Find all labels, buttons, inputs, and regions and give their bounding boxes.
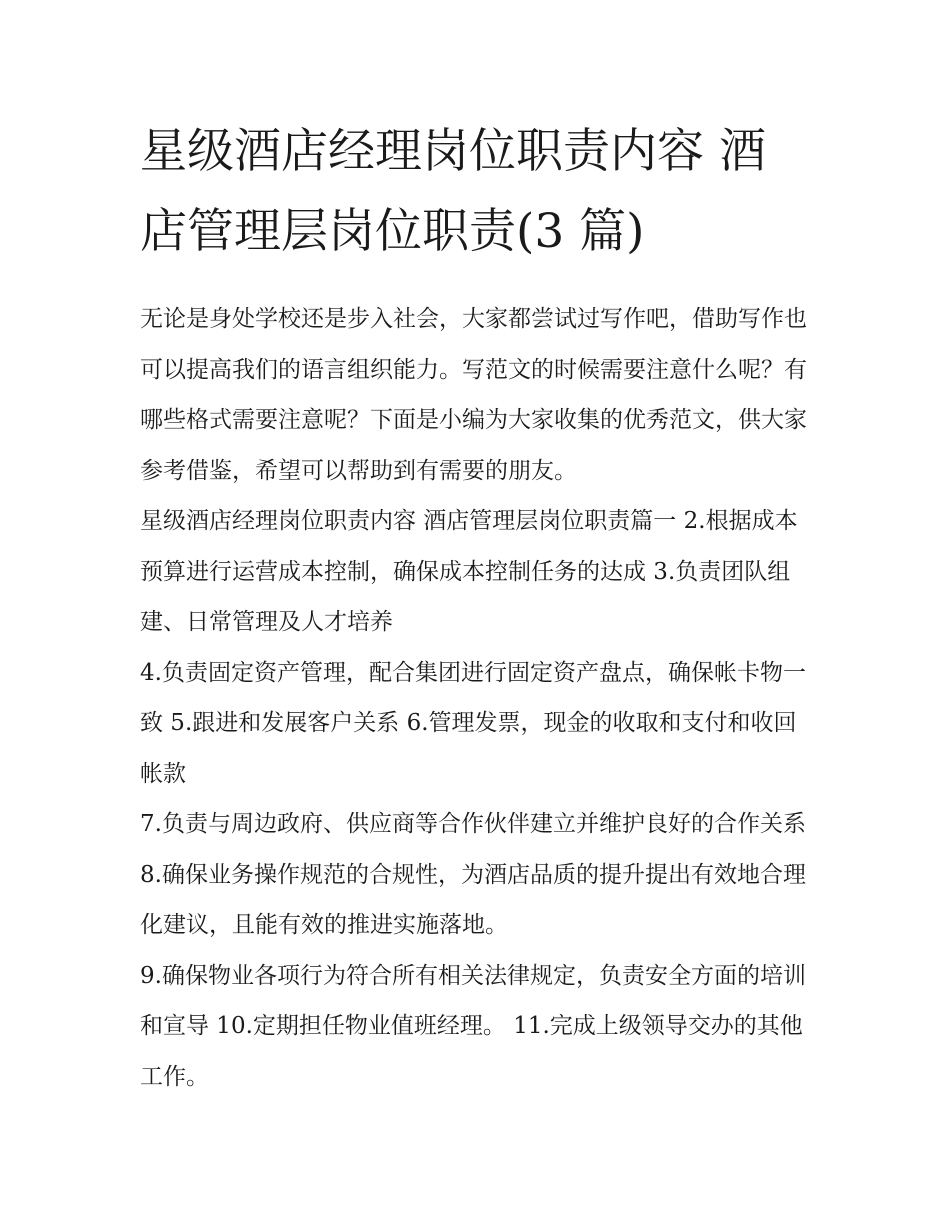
body-paragraph: 9.确保物业各项行为符合所有相关法律规定，负责安全方面的培训和宣导 10.定期担任物业值班经理。 11.完成上级领导交办的其他工作。 [140,962,806,1090]
document-page [140,112,812,1102]
intro-paragraph: 无论是身处学校还是步入社会，大家都尝试过写作吧，借助写作也可以提高我们的语言组织能力。写范文的时候需要注意什么呢？有哪些格式需要注意呢？下面是小编为大家收集的优秀范文，供大家参考借鉴，希望可以帮助到有需要的朋友。 [140,306,807,484]
document-title: 星级酒店经理岗位职责内容 酒店管理层岗位职责(3 篇) [140,124,766,259]
body-paragraph: 7.负责与周边政府、供应商等合作伙伴建立并维护良好的合作关系 8.确保业务操作规范的合规性，为酒店品质的提升提出有效地合理化建议，且能有效的推进实施落地。 [140,811,806,938]
body-paragraph: 星级酒店经理岗位职责内容 酒店管理层岗位职责篇一 2.根据成本预算进行运营成本控制，确保成本控制任务的达成 3.负责团队组建、日常管理及人才培养 [140,508,798,635]
body-paragraph: 4.负责固定资产管理，配合集团进行固定资产盘点，确保帐卡物一致 5.跟进和发展客户关系 6.管理发票，现金的收取和支付和收回帐款 [140,659,806,787]
